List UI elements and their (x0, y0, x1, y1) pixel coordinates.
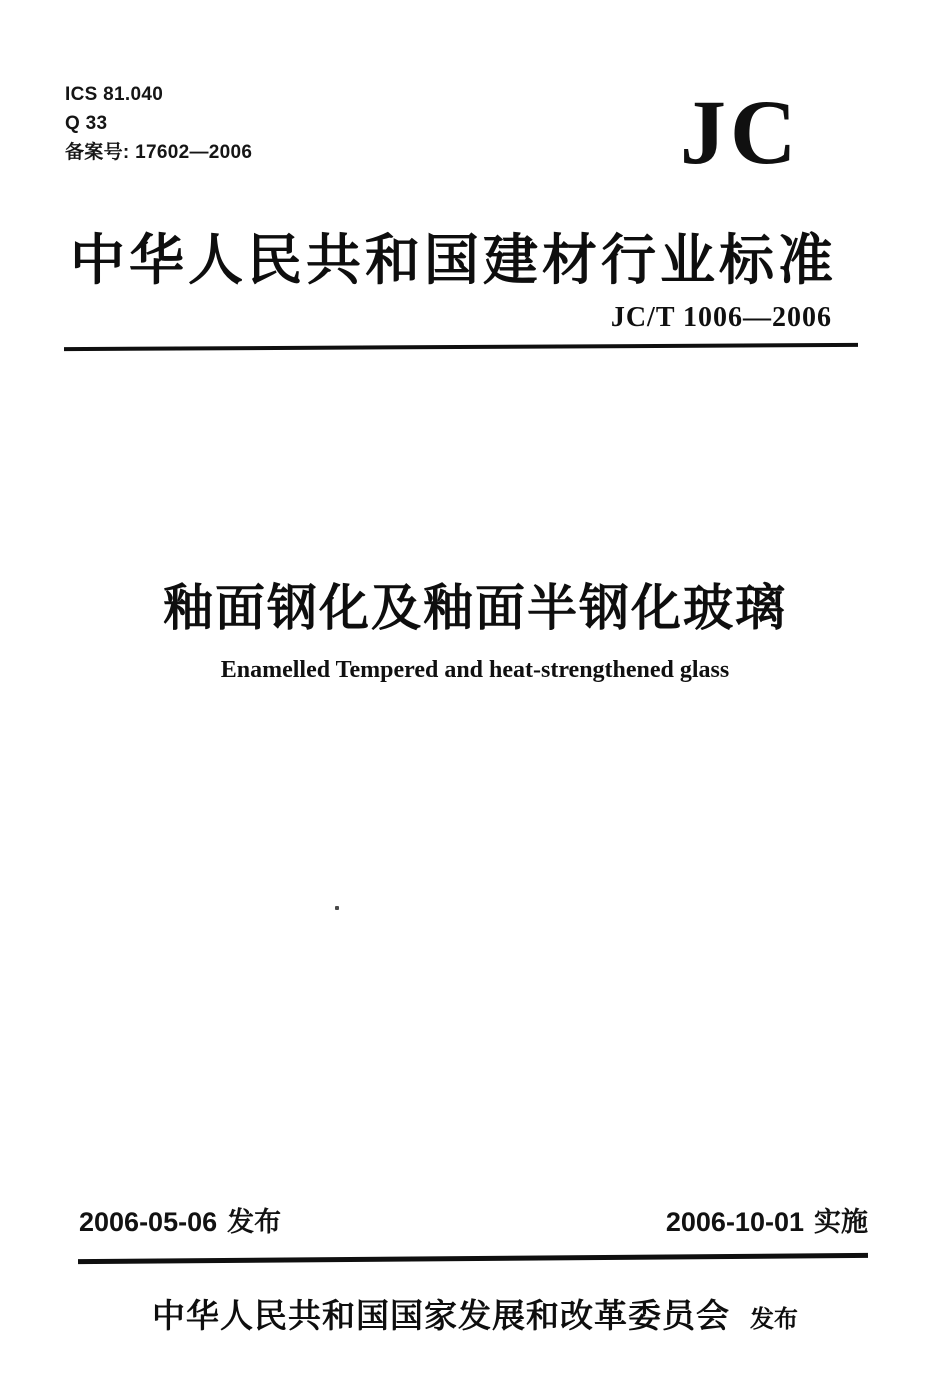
footer-rule (78, 1253, 868, 1264)
standard-number: JC/T 1006—2006 (610, 302, 832, 333)
classification-code: Q 33 (65, 113, 108, 134)
document-title-cn: 釉面钢化及釉面半钢化玻璃 (163, 580, 787, 636)
issue-date-label: 发布 (227, 1207, 282, 1237)
dates-row (79, 1200, 868, 1239)
issue-date-group (79, 1200, 281, 1239)
standard-org-title: 中华人民共和国建材行业标准 (70, 230, 838, 291)
publisher-name: 中华人民共和国国家发展和改革委员会 (152, 1299, 730, 1335)
meta-block (65, 80, 252, 167)
document-title-en: Enamelled Tempered and heat-strengthened glass (220, 657, 730, 683)
effective-date-label: 实施 (814, 1207, 868, 1237)
jc-logo: JC (680, 81, 801, 183)
publisher-row (0, 1290, 950, 1337)
effective-date: 2006-10-01 (665, 1207, 804, 1237)
publisher-action-label: 发布 (750, 1307, 798, 1333)
scan-speck (335, 906, 339, 910)
record-number: 备案号: 17602—2006 (65, 142, 253, 163)
issue-date: 2006-05-06 (79, 1207, 218, 1237)
effective-date-group (666, 1200, 868, 1239)
ics-code: ICS 81.040 (65, 84, 164, 105)
masthead-rule (64, 343, 858, 351)
